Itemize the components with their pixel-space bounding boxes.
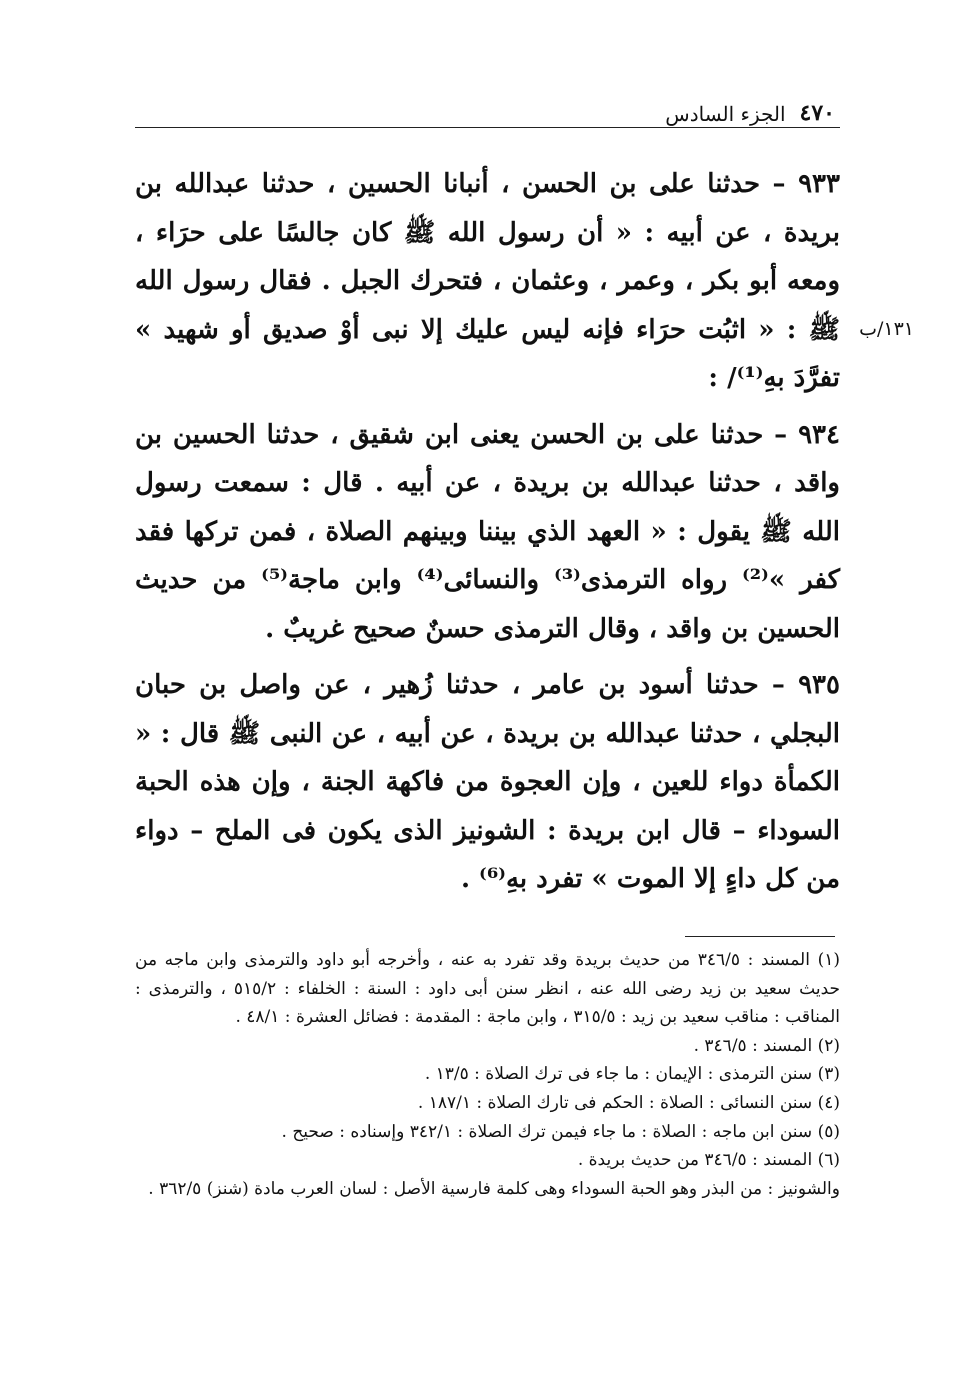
main-text [135, 160, 840, 912]
hadith-paragraph [135, 160, 840, 403]
footnote: (٤) سنن النسائى : الصلاة : الحكم فى تارك الصلاة : ١٨٧/١ . [417, 1092, 840, 1113]
footnote-rule [685, 936, 835, 937]
margin-folio-note: ١٣١/ب [859, 318, 914, 340]
hadith-number: ٩٣٤ [798, 419, 840, 450]
footnote: والشونيز : من البذر وهو الحبة السوداء وهى كلمة فارسية الأصل : لسان العرب مادة (شنز) ٣٦٢/٥ . [148, 1178, 840, 1199]
hadith-number: ٩٣٥ [798, 670, 840, 700]
footnote: (٦) المسند : ٣٤٦/٥ من حديث بريدة . [577, 1150, 840, 1171]
hadith-number: ٩٣٣ [798, 169, 840, 199]
footnote: (١) المسند : ٣٤٦/٥ من حديث بريدة وقد تفرد به عنه ، وأخرجه أبو داود والترمذى وابن ماجه من حديث سعيد بن زيد رضى الله عنه ، انظر سنن أبى داود : السنة : الخلفاء : ٥١٥/٢ ، والترمذى : المناقب : مناقب سعيد بن زيد : ٣١٥/٥ ، وابن ماجة : المقدمة : فضائل العشرة : ٤٨/١ . [135, 950, 840, 1028]
footnote: (٢) المسند : ٣٤٦/٥ . [693, 1035, 840, 1056]
footnotes [135, 946, 840, 1203]
hadith-paragraph [135, 661, 840, 904]
hadith-paragraph [135, 411, 840, 654]
header-rule [135, 127, 840, 128]
footnote: (٣) سنن الترمذى : الإيمان : ما جاء فى ترك الصلاة : ١٣/٥ . [424, 1064, 840, 1085]
running-header [135, 90, 835, 126]
page-number: ٤٧٠ [799, 100, 835, 126]
hadith-text: – حدثنا على بن الحسن ، أنبانا الحسين ، حدثنا عبدالله بن بريدة ، عن أبيه : « أن رسول الله ﷺ كان جالسًا على حرَاء ، ومعه أبو بكر ، وعمر ، وعثمان ، فتحرك الجبل . فقال رسول الله ﷺ : « اثبُت حرَاء فإنه ليس عليك إلا نبى أوْ صديق أو شهيد » تفرَّدَ بهِ⁽¹⁾/ : [135, 169, 840, 393]
hadith-text: – حدثنا أسود بن عامر ، حدثنا زُهير ، عن واصل بن حبان البجلي ، حدثنا عبدالله بن بريدة ، عن أبيه ، عن النبى ﷺ قال : « الكمأة دواء للعين ، وإن العجوة من فاكهة الجنة ، وإن هذه الحبة السوداء – قال ابن بريدة : الشونيز الذى يكون فى الملح – دواء من كل داءٍ إلا الموت » تفرد بهِ⁽⁶⁾ . [135, 670, 840, 894]
hadith-text: – حدثنا على بن الحسن يعنى ابن شقيق ، حدثنا الحسين بن واقد ، حدثنا عبدالله بن بريدة ، عن أبيه . قال : سمعت رسول الله ﷺ يقول : « العهد الذي بيننا وبينهم الصلاة ، فمن تركها فقد كفر »⁽²⁾ رواه الترمذى⁽³⁾ والنسائى⁽⁴⁾ وابن ماجة⁽⁵⁾ من حديث الحسين بن واقد ، وقال الترمذى حسنٌ صحيح غريبٌ . [135, 419, 840, 644]
footnote: (٥) سنن ابن ماجه : الصلاة : ما جاء فيمن ترك الصلاة : ٣٤٢/١ وإسناده : صحيح . [281, 1121, 840, 1142]
part-title: الجزء السادس [665, 102, 786, 126]
